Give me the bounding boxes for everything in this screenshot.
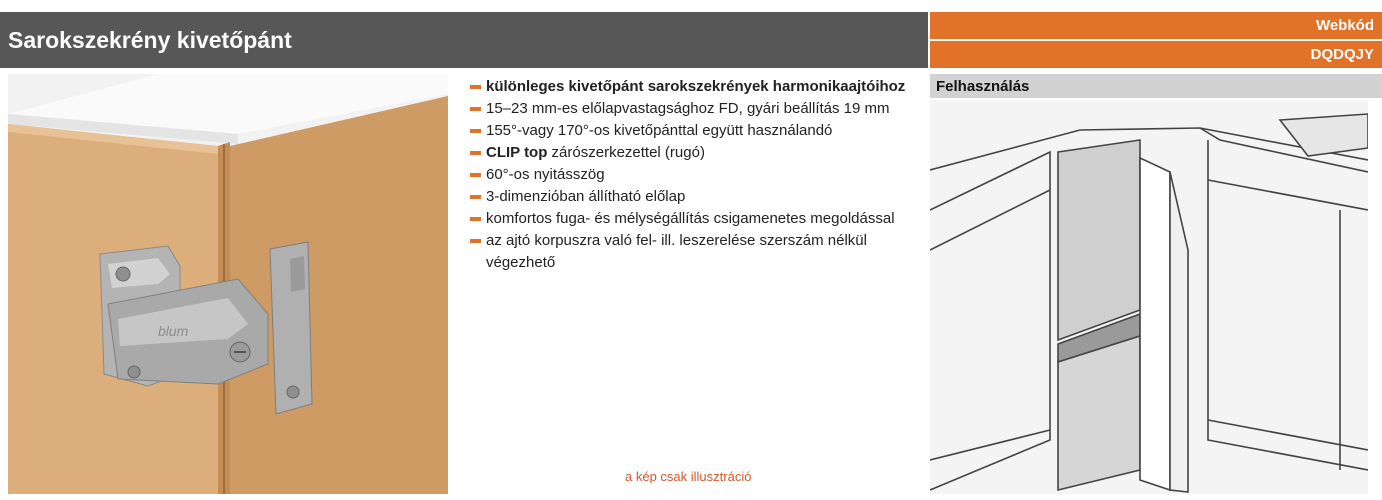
feature-text: 15–23 mm-es előlapvastagsághoz FD, gyári beállítás 19 mm [486, 100, 890, 117]
webcode-value [930, 41, 1382, 68]
feature-item [470, 120, 920, 142]
feature-text: 60°-os nyitásszög [486, 166, 605, 183]
hinge-illustration [8, 74, 448, 494]
page-title [0, 12, 928, 68]
feature-item [470, 186, 920, 208]
corner-cabinet-drawing [930, 100, 1368, 494]
feature-item [470, 230, 920, 274]
feature-item [470, 76, 920, 98]
feature-list [470, 76, 920, 274]
feature-item [470, 98, 920, 120]
page-title-text: Sarokszekrény kivetőpánt [8, 26, 292, 53]
feature-text: komfortos fuga- és mélységállítás csigamenetes megoldással [486, 210, 895, 227]
feature-item [470, 208, 920, 230]
feature-text: az ajtó korpuszra való fel- ill. leszerelése szerszám nélkül végezhető [486, 232, 867, 271]
feature-text: 3-dimenzióban állítható előlap [486, 188, 686, 205]
feature-text: 155°-vagy 170°-os kivetőpánttal együtt használandó [486, 122, 833, 139]
feature-bold: CLIP top [486, 144, 548, 161]
feature-item [470, 142, 920, 164]
feature-text: zárószerkezettel (rugó) [547, 144, 705, 161]
feature-item [470, 164, 920, 186]
hinge-product-image [8, 74, 448, 494]
usage-section-header [930, 74, 1382, 98]
usage-header-text: Felhasználás [936, 77, 1030, 95]
brand-mark: blum [158, 323, 189, 339]
webcode-value-text: DQDQJY [1310, 46, 1374, 63]
usage-drawing [930, 100, 1368, 494]
webcode-label-text: Webkód [1315, 17, 1374, 34]
feature-bold: különleges kivetőpánt sarokszekrények harmonikaajtóihoz [486, 78, 906, 95]
image-caption: a kép csak illusztráció [625, 469, 752, 484]
webcode-label [930, 12, 1382, 39]
